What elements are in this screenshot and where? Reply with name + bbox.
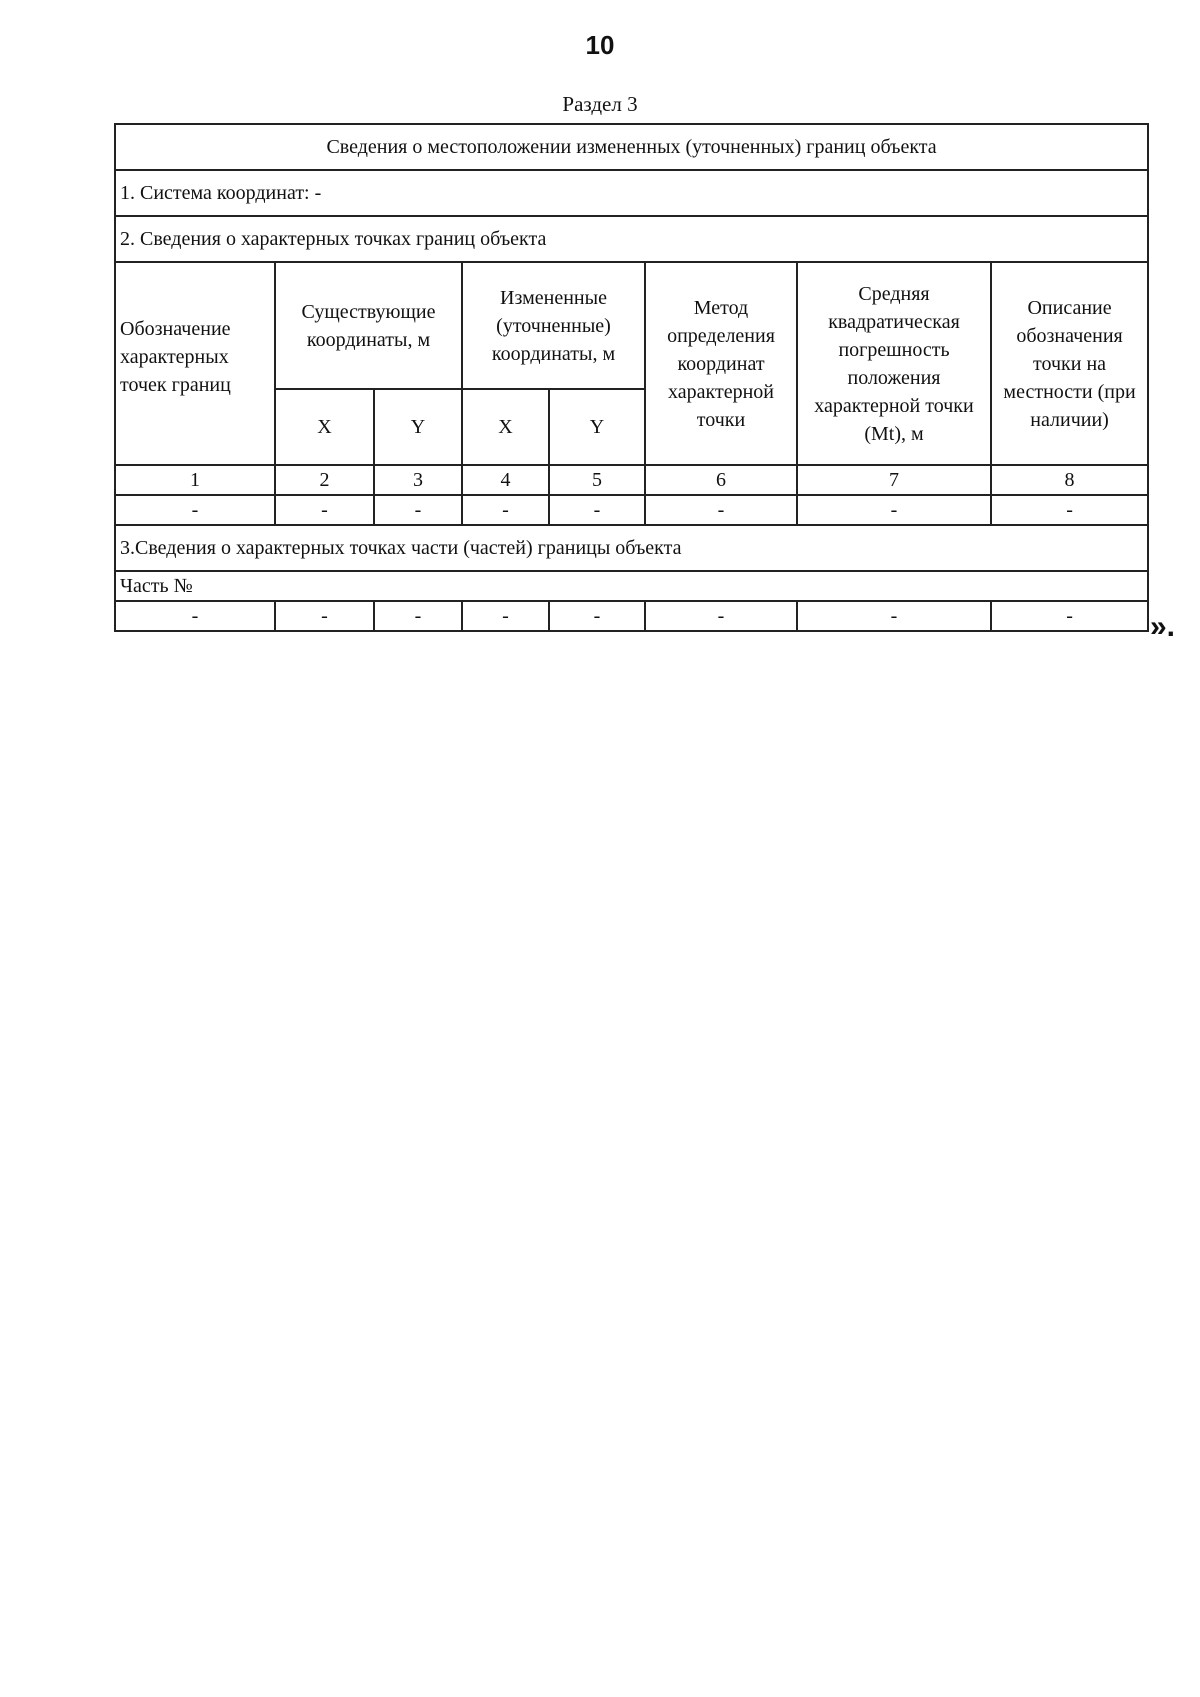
column-number: 4: [462, 465, 549, 495]
header-existing-coords: Существующие координаты, м: [275, 262, 462, 389]
parts-heading-row: 3.Сведения о характерных точках части (частей) границы объекта: [115, 525, 1148, 571]
header-changed-coords: Измененные (уточненные) координаты, м: [462, 262, 645, 389]
closing-quote-mark: ».: [1150, 610, 1176, 643]
coord-system-row: 1. Система координат: -: [115, 170, 1148, 216]
column-number: 8: [991, 465, 1148, 495]
table-cell: -: [374, 495, 462, 525]
table-cell: -: [797, 601, 991, 631]
column-number: 5: [549, 465, 645, 495]
table-cell: -: [797, 495, 991, 525]
header-method: Метод определения координат характерной точки: [645, 262, 797, 465]
table-cell: -: [462, 495, 549, 525]
table-title: Сведения о местоположении измененных (уточненных) границ объекта: [115, 124, 1148, 170]
header-description: Описание обозначения точки на местности (при наличии): [991, 262, 1148, 465]
table-cell: -: [115, 495, 275, 525]
table-cell: -: [991, 601, 1148, 631]
header-changed-y: Y: [549, 389, 645, 465]
column-number: 2: [275, 465, 374, 495]
header-designation: Обозначение характерных точек границ: [115, 262, 275, 465]
header-error: Средняя квадратическая погрешность положения характерной точки (Mt), м: [797, 262, 991, 465]
table-row: [115, 495, 1148, 525]
table-cell: -: [374, 601, 462, 631]
page-number: 10: [585, 30, 615, 60]
table-cell: -: [645, 495, 797, 525]
points-heading-row: 2. Сведения о характерных точках границ объекта: [115, 216, 1148, 262]
part-label-row: Часть №: [115, 571, 1148, 601]
column-numbers-row: [115, 465, 1148, 495]
section-label: Раздел 3: [562, 92, 638, 116]
table-cell: -: [991, 495, 1148, 525]
table-cell: -: [549, 495, 645, 525]
header-existing-y: Y: [374, 389, 462, 465]
header-existing-x: X: [275, 389, 374, 465]
table-cell: -: [549, 601, 645, 631]
table-cell: -: [275, 601, 374, 631]
table-cell: -: [645, 601, 797, 631]
table-cell: -: [462, 601, 549, 631]
column-number: 7: [797, 465, 991, 495]
column-number: 3: [374, 465, 462, 495]
column-number: 6: [645, 465, 797, 495]
table-row: [115, 601, 1148, 631]
column-number: 1: [115, 465, 275, 495]
table-cell: -: [275, 495, 374, 525]
boundary-table: [114, 123, 1149, 632]
header-changed-x: X: [462, 389, 549, 465]
table-cell: -: [115, 601, 275, 631]
